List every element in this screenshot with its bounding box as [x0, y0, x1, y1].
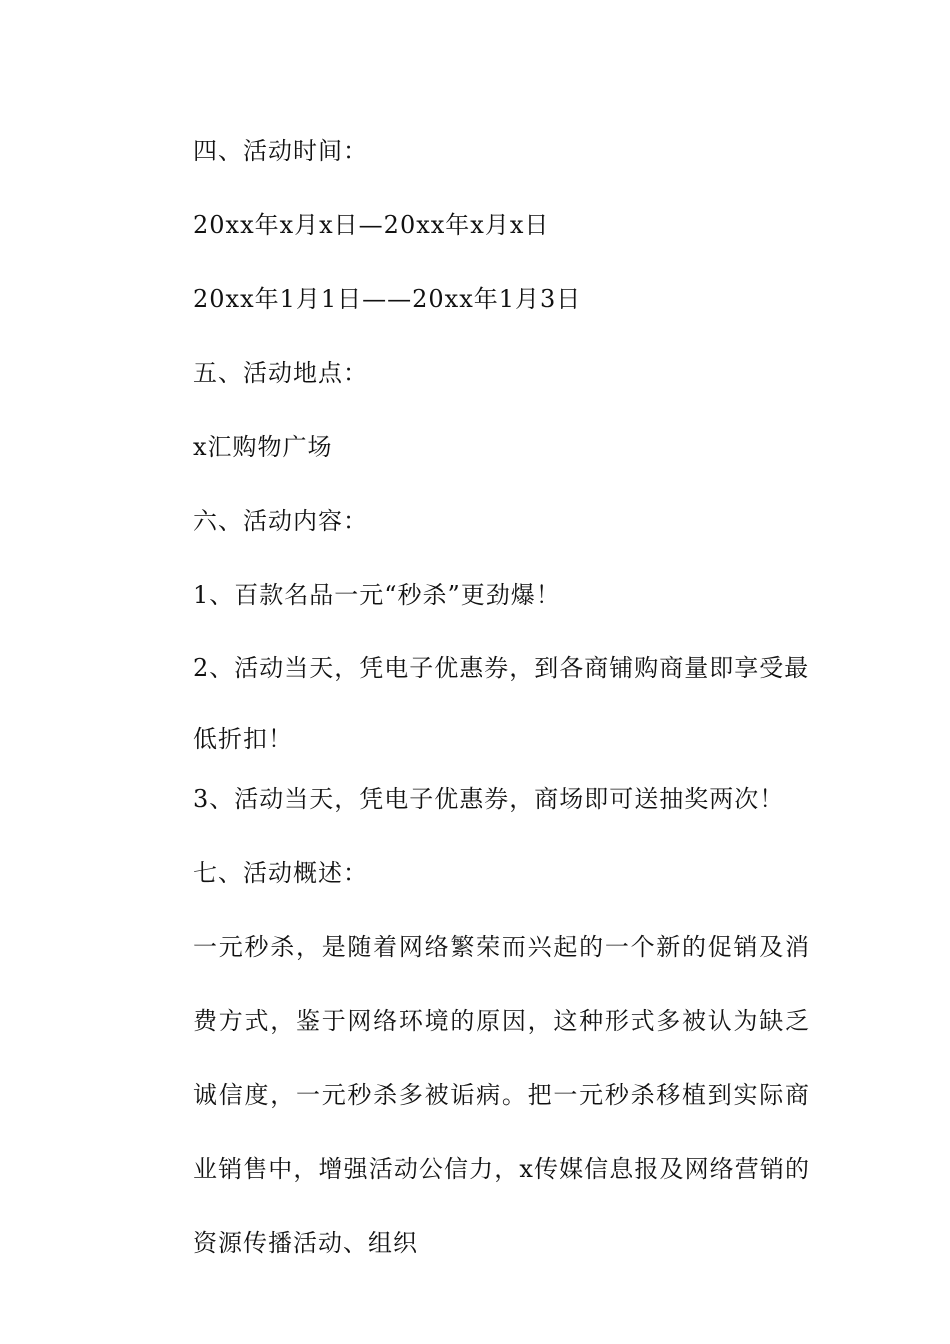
activity-date-range-specific: 20xx年1月1日——20xx年1月3日 — [193, 285, 582, 313]
section-heading-location: 五、活动地点： — [193, 359, 368, 387]
document-body — [145, 127, 810, 1280]
section-heading-overview: 七、活动概述： — [193, 859, 368, 887]
content-item-1: 1、百款名品一元“秒杀”更劲爆！ — [193, 581, 561, 609]
section-heading-time: 四、活动时间： — [193, 137, 368, 165]
content-item-2: 2、活动当天，凭电子优惠券，到各商铺购商量即享受最低折扣！ — [193, 654, 810, 753]
activity-location: x汇购物广场 — [193, 433, 333, 461]
activity-date-range: 20xx年x月x日—20xx年x月x日 — [193, 211, 550, 239]
section-heading-content: 六、活动内容： — [193, 507, 368, 535]
overview-paragraph: 一元秒杀，是随着网络繁荣而兴起的一个新的促销及消费方式，鉴于网络环境的原因，这种形式多被认为缺乏诚信度，一元秒杀多被诟病。把一元秒杀移植到实际商业销售中，增强活动公信力，x传媒信息报及网络营销的资源传播活动、组织 — [193, 933, 810, 1257]
content-item-3: 3、活动当天，凭电子优惠券，商场即可送抽奖两次！ — [193, 785, 785, 813]
